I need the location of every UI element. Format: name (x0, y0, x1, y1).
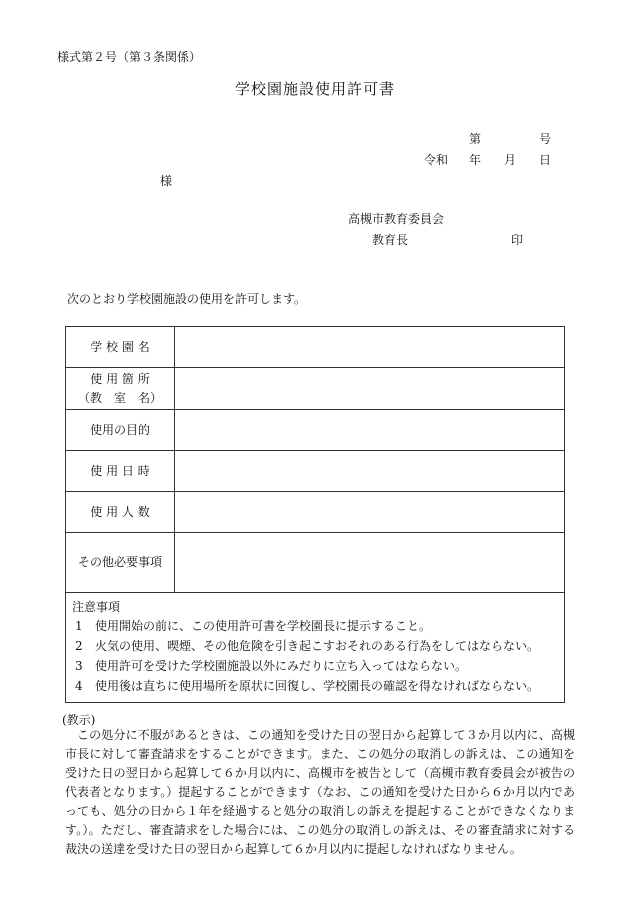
row-label-other: その他必要事項 (66, 533, 175, 593)
intro-text: 次のとおり学校園施設の使用を許可します。 (67, 292, 307, 306)
field-school-name (175, 327, 565, 368)
list-item (72, 656, 558, 676)
issuer-seal: 印 (511, 233, 524, 247)
row-label-purpose: 使用の目的 (66, 410, 175, 451)
row-label-location-line1: 使 用 箇 所 (90, 371, 150, 386)
issuer-title: 教育長 (372, 233, 409, 247)
instruction-body: この処分に不服があるときは、この通知を受けた日の翌日から起算して３か月以内に、高槻市長に対して審査請求をすることができます。また、この処分の取消しの訴えは、この通知を受けた日の翌日から起算して６か月以内に、高槻市を被告として（高槻市教育委員会が被告の代表者となります。）提起することができます（なお、この通知を受けた日から６か月以内であっても、処分の日から１年を経過すると処分の取消しの訴えを提起することができなくなります。）。ただし、審査請求をした場合には、この処分の取消しの訴えは、その審査請求に対する裁決の送達を受けた日の翌日から起算して６か月以内に提起しなければなりません。 (65, 728, 575, 856)
row-label-attendees: 使 用 人 数 (66, 492, 175, 533)
notes-row (66, 593, 565, 703)
row-label-school: 学 校 園 名 (66, 327, 175, 368)
notes-cell (66, 593, 565, 703)
note-text: 火気の使用、喫煙、その他危険を引き起こすおそれのある行為をしてはならない。 (95, 639, 540, 653)
date-era: 令和 (424, 153, 449, 167)
note-number: 1 (75, 619, 83, 633)
note-text: 使用許可を受けた学校園施設以外にみだりに立ち入ってはならない。 (95, 659, 468, 673)
list-item (72, 676, 558, 696)
note-number: 4 (75, 679, 83, 693)
table-row (66, 533, 565, 593)
form-number: 様式第２号（第３条関係） (57, 50, 202, 64)
note-number: 2 (75, 639, 83, 653)
number-prefix: 第 (469, 132, 482, 146)
date-day: 日 (539, 153, 552, 167)
note-text: 使用後は直ちに使用場所を原状に回復し、学校園長の確認を得なければならない。 (95, 679, 540, 693)
recipient-suffix: 様 (160, 174, 173, 188)
row-label-datetime: 使 用 日 時 (66, 451, 175, 492)
permit-table (65, 326, 565, 703)
page-title: 学校園施設使用許可書 (234, 80, 395, 98)
field-attendees (175, 492, 565, 533)
row-label-location (66, 368, 175, 410)
table-row (66, 368, 565, 410)
issuer-organization: 高槻市教育委員会 (348, 212, 445, 226)
table-row (66, 327, 565, 368)
field-purpose (175, 410, 565, 451)
table-row (66, 492, 565, 533)
field-datetime (175, 451, 565, 492)
number-suffix: 号 (539, 132, 552, 146)
date-month: 月 (504, 153, 517, 167)
note-text: 使用開始の前に、この使用許可書を学校園長に提示すること。 (95, 619, 432, 633)
instruction-title: (教示) (62, 713, 96, 727)
row-label-location-line2: （教 室 名） (77, 390, 162, 405)
date-year: 年 (469, 153, 482, 167)
list-item (72, 616, 558, 636)
field-other (175, 533, 565, 593)
note-number: 3 (75, 659, 83, 673)
table-row (66, 451, 565, 492)
list-item (72, 636, 558, 656)
table-row (66, 410, 565, 451)
field-location (175, 368, 565, 410)
notes-title: 注意事項 (72, 600, 121, 614)
